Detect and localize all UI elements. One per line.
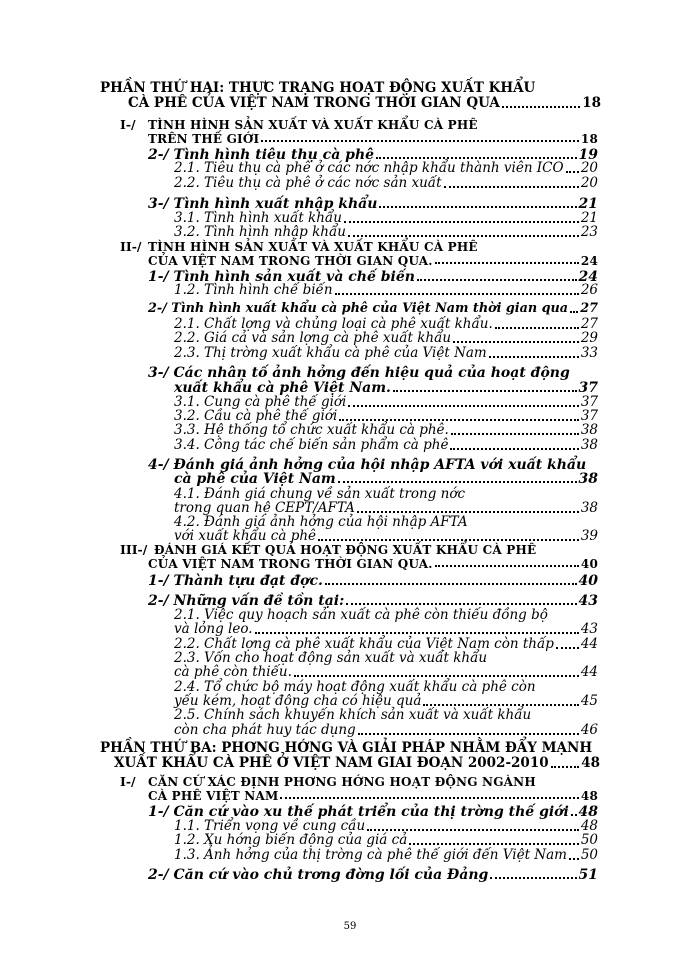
- dot-leader: [344, 221, 579, 223]
- toc-page-number: 23: [580, 224, 598, 240]
- toc-title: 2-/ Những vấn đề tồn tại:: [148, 593, 345, 609]
- toc-title: 2.1. Chất lợng và chủng loại cà phê xuất khẩu.: [174, 316, 493, 332]
- toc-section: [148, 594, 598, 608]
- dot-leader: [348, 235, 579, 237]
- toc-page-number: 38: [578, 471, 598, 487]
- dot-leader: [450, 448, 578, 450]
- toc-title: 3.3. Hệ thống tổ chức xuất khẩu cà phê.: [174, 422, 449, 438]
- toc-title: trong quan hệ CEPT/AFTA: [174, 500, 355, 516]
- toc-title: 2.2. Giá cả và sản lợng cà phê xuất khẩu: [174, 330, 452, 346]
- toc-title: 1.1. Triển vọng về cung cầu: [174, 818, 366, 834]
- dot-leader: [261, 140, 579, 142]
- dot-leader: [358, 733, 579, 735]
- toc-title: XUẤT KHẨU CÀ PHÊ Ở VIỆT NAM GIAI ĐOẠN 2002-2010: [114, 755, 549, 771]
- toc-page-number: 39: [580, 528, 598, 544]
- toc-page-number: 27: [580, 301, 598, 316]
- toc-title: cà phê còn thiếu.: [174, 664, 292, 680]
- dot-leader: [551, 766, 580, 768]
- dot-leader: [357, 511, 579, 513]
- toc-chapter-heading: [148, 133, 598, 145]
- dot-leader: [435, 262, 579, 264]
- toc-title: 3.2. Tình hình nhập khẩu: [174, 224, 346, 240]
- toc-subsection: [174, 834, 598, 848]
- toc-title: 2.5. Chính sách khuyến khích sản xuất và xuất khẩu: [174, 707, 532, 723]
- dot-leader: [569, 858, 579, 860]
- toc-title: PHẦN THỨ HAI: THỰC TRẠNG HOẠT ĐỘNG XUẤT KHẨU: [100, 80, 536, 96]
- toc-section: [148, 197, 598, 211]
- toc-part-heading: [100, 82, 600, 96]
- dot-leader: [571, 814, 577, 816]
- toc-page-number: 38: [580, 500, 598, 516]
- toc-subsection: [174, 284, 598, 298]
- toc-page-number: 40: [580, 557, 598, 571]
- toc-page-number: 38: [580, 437, 598, 453]
- toc-title: CÀ PHÊ VIỆT NAM: [148, 789, 279, 803]
- toc-title: 1-/ Căn cứ vào xu thế phát triển của thị trờng thế giới: [148, 804, 569, 820]
- dot-leader: [348, 405, 578, 407]
- toc-page-number: 40: [578, 573, 598, 589]
- toc-page-number: 24: [580, 254, 598, 268]
- toc-page-number: 48: [580, 818, 598, 834]
- toc-chapter-heading: [148, 776, 598, 788]
- dot-leader: [409, 843, 579, 845]
- toc-section: [148, 458, 598, 472]
- dot-leader: [566, 171, 579, 173]
- toc-title: 2.1. Tiêu thụ cà phê ở các nớc nhập khẩu thành viên ICO: [174, 160, 564, 176]
- toc-page-number: 46: [580, 722, 598, 738]
- dot-leader: [495, 327, 579, 329]
- toc-page-number: 43: [580, 621, 598, 637]
- toc-title: yếu kém, hoạt động cha có hiệu quả: [174, 693, 422, 709]
- toc-subsection: [174, 666, 598, 680]
- dot-leader: [379, 206, 576, 208]
- toc-chapter-heading: [148, 119, 598, 131]
- toc-page-number: 45: [580, 693, 598, 709]
- toc-title: 2.3. Vốn cho hoạt động sản xuất và xuất khẩu: [174, 650, 488, 666]
- toc-page-number: 24: [578, 269, 598, 285]
- toc-page-number: 26: [580, 282, 598, 298]
- toc-subsection: [174, 849, 598, 863]
- toc-title: 2.3. Thị trờng xuất khẩu cà phê của Việt Nam: [174, 345, 487, 361]
- dot-leader: [393, 390, 577, 392]
- toc-chapter-heading: [154, 544, 598, 556]
- toc-title: 4.2. Đánh giá ảnh hởng của hội nhập AFTA: [174, 514, 468, 530]
- toc-title: TÌNH HÌNH SẢN XUẤT VÀ XUẤT KHẨU CÀ PHÊ: [148, 118, 478, 132]
- dot-leader: [502, 106, 580, 108]
- toc-title: xuất khẩu cà phê Việt Nam.: [174, 380, 391, 396]
- dot-leader: [556, 647, 579, 649]
- dot-leader: [453, 341, 579, 343]
- toc-page-number: 48: [580, 789, 598, 803]
- dot-leader: [489, 356, 579, 358]
- toc-title: PHẦN THỨ BA: PHƠNG HỚNG VÀ GIẢI PHÁP NHẰM ĐẨY MẠNH: [100, 740, 593, 756]
- chapter-number: III-/: [120, 542, 148, 557]
- toc-page-number: 44: [580, 636, 598, 652]
- toc-title: 3-/ Tình hình xuất nhập khẩu: [148, 196, 378, 212]
- toc-title: 2-/ Căn cứ vào chủ trơng đờng lối của Đảng: [148, 867, 489, 883]
- toc-title: CỦA VIỆT NAM TRONG THỜI GIAN QUA.: [148, 557, 433, 571]
- toc-subsection: [174, 623, 598, 637]
- toc-title: 4-/ Đánh giá ảnh hởng của hội nhập AFTA với xuất khẩu: [148, 457, 587, 473]
- toc-subsection: [174, 724, 598, 738]
- toc-title: và lỏng leo.: [174, 621, 253, 637]
- dot-leader: [294, 675, 579, 677]
- dot-leader: [490, 877, 576, 879]
- toc-page-number: 48: [581, 755, 600, 771]
- toc-part-heading: [100, 742, 600, 756]
- toc-page-number: 48: [578, 804, 598, 820]
- toc-title: 1-/ Tình hình sản xuất và chế biến: [148, 269, 415, 285]
- toc-title: TRÊN THẾ GIỚI: [148, 132, 260, 146]
- chapter-number: II-/: [120, 239, 142, 254]
- toc-title: 1-/ Thành tựu đạt đợc.: [148, 573, 323, 589]
- toc-title: 3.2. Cầu cà phê thế giới: [174, 408, 338, 424]
- toc-page-number: 18: [582, 95, 601, 111]
- toc-title: 3.4. Công tác chế biến sản phẩm cà phê: [174, 437, 449, 453]
- toc-title: 1.2. Tình hình chế biến: [174, 282, 333, 298]
- toc-title: cà phê của Việt Nam: [174, 471, 336, 487]
- toc-subsection: [174, 226, 598, 240]
- toc-section: [148, 574, 598, 588]
- toc-chapter-heading: [148, 558, 598, 570]
- toc-part-heading: [128, 97, 601, 111]
- toc-title: còn cha phát huy tác dụng: [174, 722, 356, 738]
- toc-subsection: [174, 439, 598, 453]
- toc-page-number: 50: [580, 832, 598, 848]
- toc-title: 3-/ Các nhân tố ảnh hởng đến hiệu quả của hoạt động: [148, 365, 570, 381]
- toc-title: 1.2. Xu hớng biến động của giá cả: [174, 832, 408, 848]
- toc-subsection: [174, 709, 598, 723]
- toc-subsection: [174, 424, 598, 438]
- dot-leader: [376, 157, 576, 159]
- dot-leader: [338, 481, 577, 483]
- toc-subsection: [174, 162, 598, 176]
- toc-chapter-heading: [148, 241, 598, 253]
- toc-page-number: 18: [580, 132, 598, 146]
- toc-subsection: [174, 332, 598, 346]
- toc-title: CĂN CỨ XÁC ĐỊNH PHƠNG HỚNG HOẠT ĐỘNG NGÀNH: [148, 775, 536, 789]
- toc-page-number: 37: [578, 380, 598, 396]
- chapter-number: I-/: [120, 117, 136, 132]
- toc-page-number: 20: [580, 175, 598, 191]
- toc-page-number: 29: [580, 330, 598, 346]
- dot-leader: [346, 603, 576, 605]
- toc-title: 1.3. Ảnh hởng của thị trờng cà phê thế giới đến Việt Nam: [174, 847, 567, 863]
- toc-title: 2-/ Tình hình xuất khẩu cà phê của Việt Nam thời gian qua: [148, 301, 569, 316]
- page-number: 59: [343, 921, 357, 932]
- toc-chapter-heading: [148, 790, 598, 802]
- toc-title: 2.1. Việc quy hoạch sản xuất cà phê còn thiếu đồng bộ: [174, 607, 548, 623]
- toc-section: [148, 868, 598, 882]
- toc-page-number: 43: [578, 593, 598, 609]
- dot-leader: [367, 829, 579, 831]
- toc-page-number: 44: [580, 664, 598, 680]
- toc-page-number: 20: [580, 160, 598, 176]
- toc-title: 3.1. Cung cà phê thế giới: [174, 394, 347, 410]
- toc-page-number: 21: [578, 196, 598, 212]
- dot-leader: [570, 311, 578, 313]
- dot-leader: [423, 704, 578, 706]
- toc-subsection: [174, 177, 598, 191]
- dot-leader: [339, 419, 579, 421]
- dot-leader: [318, 539, 579, 541]
- toc-page-number: 33: [580, 345, 598, 361]
- toc-page-number: 51: [578, 867, 598, 883]
- dot-leader: [255, 632, 579, 634]
- dot-leader: [325, 583, 577, 585]
- toc-page-number: 37: [580, 394, 598, 410]
- toc-title: 2.2. Tiêu thụ cà phê ở các nớc sản xuất: [174, 175, 442, 191]
- toc-title: CÀ PHÊ CỦA VIỆT NAM TRONG THỜI GIAN QUA: [128, 95, 500, 111]
- dot-leader: [444, 186, 579, 188]
- chapter-number: I-/: [120, 774, 136, 789]
- toc-page-number: 38: [580, 422, 598, 438]
- toc-page-number: 37: [580, 408, 598, 424]
- toc-page-number: 27: [580, 316, 598, 332]
- toc-title: 4.1. Đánh giá chung về sản xuất trong nớc: [174, 486, 466, 502]
- toc-page-number: 19: [578, 147, 598, 163]
- toc-subsection: [174, 530, 598, 544]
- toc-title: ĐÁNH GIÁ KẾT QUẢ HOẠT ĐỘNG XUẤT KHẨU CÀ PHÊ: [154, 543, 537, 557]
- toc-title: 2-/ Tình hình tiêu thụ cà phê: [148, 147, 375, 163]
- toc-title: với xuất khẩu cà phê: [174, 528, 317, 544]
- toc-section: [148, 303, 598, 316]
- toc-chapter-heading: [148, 255, 598, 267]
- dot-leader: [451, 433, 579, 435]
- toc-subsection: [174, 347, 598, 361]
- toc-section: [174, 472, 598, 486]
- toc-section: [174, 381, 598, 395]
- toc-part-heading: [114, 757, 600, 771]
- dot-leader: [280, 797, 578, 799]
- toc-section: [148, 366, 598, 380]
- toc-title: 3.1. Tình hình xuất khẩu: [174, 210, 342, 226]
- dot-leader: [335, 293, 579, 295]
- toc-title: 2.2. Chất lợng cà phê xuất khẩu của Việt Nam còn thấp: [174, 636, 554, 652]
- toc-title: 2.4. Tổ chức bộ máy hoạt động xuất khẩu cà phê còn: [174, 679, 536, 695]
- dot-leader: [417, 279, 577, 281]
- toc-title: CỦA VIỆT NAM TRONG THỜI GIAN QUA.: [148, 254, 433, 268]
- dot-leader: [435, 565, 579, 567]
- toc-page-number: 21: [580, 210, 598, 226]
- toc-title: TÌNH HÌNH SẢN XUẤT VÀ XUẤT KHẨU CÀ PHÊ: [148, 240, 478, 254]
- toc-section: [148, 805, 598, 819]
- toc-page-number: 50: [580, 847, 598, 863]
